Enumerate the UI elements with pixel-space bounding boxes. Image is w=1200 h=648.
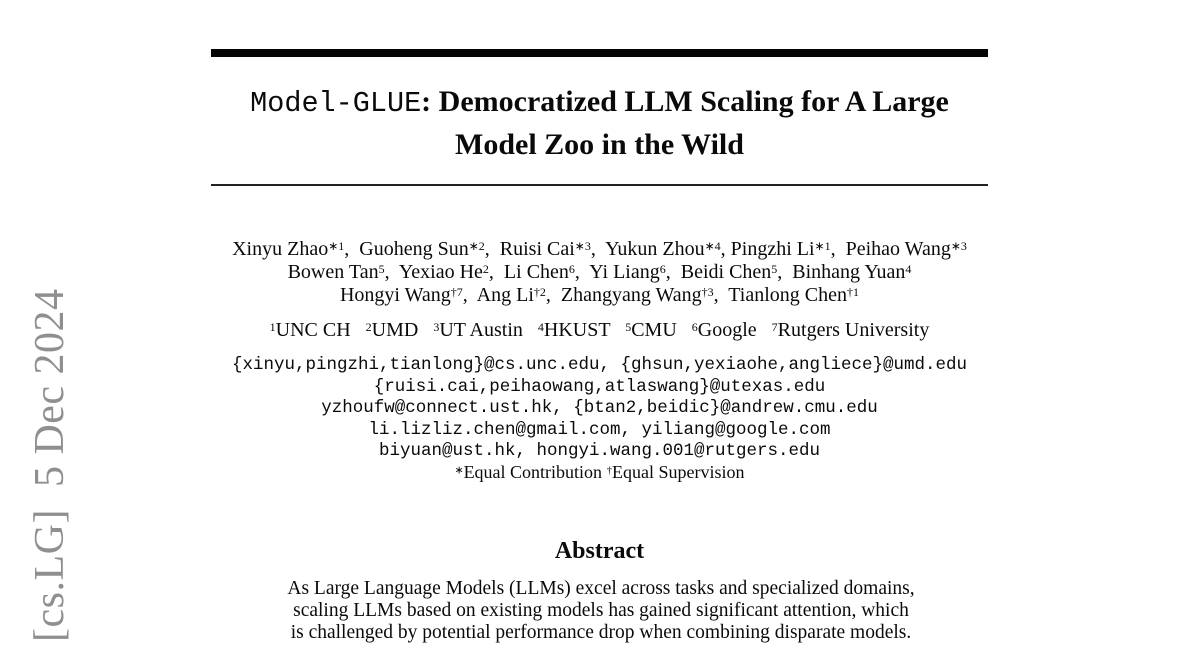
text-segment: ,: [462, 284, 477, 306]
title-rule-top: [211, 49, 988, 57]
text-segment: Xinyu Zhao: [232, 238, 329, 260]
superscript: †3: [701, 284, 714, 299]
superscript: †: [606, 464, 612, 477]
text-segment: ,: [720, 238, 731, 260]
title-line-2: Model Zoo in the Wild: [455, 128, 744, 161]
email-line-4: li.lizliz.chen@gmail.com, yiliang@google.com: [368, 419, 831, 440]
abstract-line-2: scaling LLMs based on existing models has gained significant attention, which: [293, 600, 909, 621]
superscript: 4: [905, 261, 912, 276]
superscript: ∗3: [950, 238, 967, 253]
email-line-3: yzhoufw@connect.ust.hk, {btan2,beidic}@andrew.cmu.edu: [321, 398, 878, 418]
affiliations-line: [211, 319, 988, 342]
text-segment: ,: [830, 238, 846, 260]
equal-contribution-note: [211, 461, 988, 483]
author-line-3: [211, 284, 988, 307]
superscript: 6: [659, 261, 666, 276]
superscript: 1: [269, 319, 276, 334]
text-segment: Bowen Tan: [287, 261, 379, 283]
text-segment: Yexiao He: [398, 261, 483, 283]
superscript: †1: [847, 284, 860, 299]
superscript: †7: [450, 284, 463, 299]
text-segment: Yukun Zhou: [605, 238, 705, 260]
text-segment: ,: [545, 284, 561, 306]
superscript: 6: [691, 319, 698, 334]
email-line-5: biyuan@ust.hk, hongyi.wang.001@rutgers.edu: [378, 441, 821, 461]
superscript: 5: [771, 261, 778, 276]
text-segment: Li Chen: [503, 261, 569, 283]
text-segment: ,: [590, 238, 606, 260]
text-segment: Zhangyang Wang: [560, 284, 702, 306]
text-segment: Hongyi Wang: [339, 284, 451, 306]
text-segment: HKUST: [543, 319, 626, 341]
text-segment: Rutgers University: [777, 319, 930, 341]
title-system-name: Model-GLUE: [250, 87, 422, 120]
author-line-2: [211, 261, 988, 284]
superscript: 5: [378, 261, 385, 276]
paper-title: [211, 83, 988, 164]
abstract-line-3: is challenged by potential performance drop when combining disparate models.: [290, 622, 912, 643]
text-segment: Tianlong Chen: [728, 284, 848, 306]
abstract-heading: Abstract: [554, 538, 645, 564]
email-line-2: {ruisi.cai,peihaowang,atlaswang}@utexas.edu: [373, 376, 826, 397]
text-segment: Guoheng Sun: [359, 238, 469, 260]
text-segment: ,: [777, 261, 793, 283]
email-block: [211, 355, 988, 463]
text-segment: ,: [344, 238, 360, 260]
title-line-1: [211, 83, 988, 126]
text-segment: Peihao Wang: [845, 238, 951, 260]
superscript: 6: [568, 261, 575, 276]
superscript: ∗3: [574, 238, 591, 253]
text-segment: UT Austin: [439, 319, 538, 341]
superscript: 3: [433, 319, 440, 334]
author-list: [211, 238, 988, 307]
superscript: 4: [537, 319, 544, 334]
superscript: ∗1: [814, 238, 831, 253]
superscript: 2: [482, 261, 489, 276]
text-segment: ,: [665, 261, 681, 283]
abstract-line-1: As Large Language Models (LLMs) excel across tasks and specialized domains,: [287, 578, 915, 599]
text-segment: Ang Li: [476, 284, 534, 306]
email-line-1: {xinyu,pingzhi,tianlong}@cs.unc.edu, {ghsun,yexiaohe,angliece}@umd.edu: [231, 355, 968, 375]
text-segment: UNC CH: [275, 319, 366, 341]
text-segment: ,: [574, 261, 590, 283]
superscript: ∗: [454, 464, 464, 477]
title-rule-bottom: [211, 184, 988, 186]
text-segment: Google: [697, 319, 772, 341]
text-segment: ,: [484, 238, 500, 260]
abstract-body: [281, 578, 921, 644]
text-segment: ,: [384, 261, 399, 283]
superscript: 2: [365, 319, 372, 334]
text-segment: Yi Liang: [589, 261, 660, 283]
text-segment: Binhang Yuan: [792, 261, 906, 283]
text-segment: Equal Supervision: [611, 462, 745, 482]
text-segment: Pingzhi Li: [730, 238, 815, 260]
text-segment: CMU: [631, 319, 692, 341]
superscript: †2: [533, 284, 546, 299]
text-segment: ,: [488, 261, 504, 283]
superscript: 7: [771, 319, 778, 334]
text-segment: Equal Contribution: [463, 462, 607, 482]
title-line-1-rest: : Democratized LLM Scaling for A Large: [421, 85, 949, 118]
superscript: ∗1: [328, 238, 345, 253]
author-line-1: [211, 238, 988, 261]
text-segment: Ruisi Cai: [499, 238, 575, 260]
text-segment: ,: [713, 284, 729, 306]
text-segment: Beidi Chen: [680, 261, 772, 283]
superscript: ∗4: [704, 238, 721, 253]
arxiv-category-date-stamp: [cs.LG] 5 Dec 2024: [27, 288, 73, 642]
superscript: ∗2: [468, 238, 485, 253]
text-segment: UMD: [371, 319, 434, 341]
superscript: 5: [625, 319, 632, 334]
